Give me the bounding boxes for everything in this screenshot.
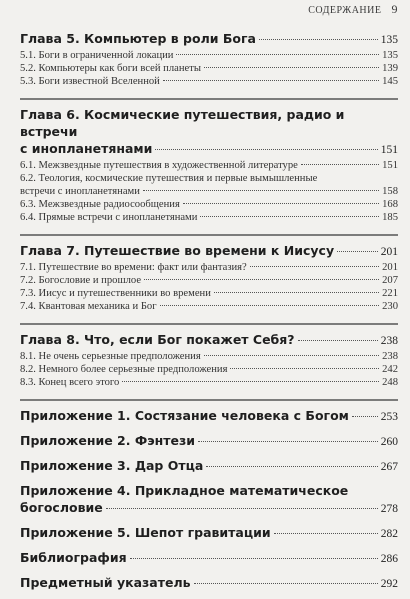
- toc-entry-8-2[interactable]: [20, 363, 398, 376]
- chapter-6: [20, 106, 398, 224]
- section-divider: [20, 98, 398, 100]
- leader-dots: [194, 583, 378, 584]
- appendix-page: 278: [380, 503, 398, 515]
- leader-dots: [204, 67, 379, 68]
- toc-entry-7-1[interactable]: [20, 261, 398, 274]
- entry-title: 6.1. Межзвездные путешествия в художественной литературе: [20, 160, 298, 171]
- entry-page: 185: [382, 212, 398, 223]
- toc-entry-5-1[interactable]: [20, 49, 398, 62]
- leader-dots: [301, 164, 379, 165]
- chapter-title: Глава 5. Компьютер в роли Бога: [20, 31, 256, 46]
- appendix-page: 253: [380, 411, 398, 423]
- chapter-page: 201: [380, 246, 398, 258]
- chapter-5: [20, 30, 398, 88]
- chapter-page: 135: [380, 34, 398, 46]
- leader-dots: [143, 190, 379, 191]
- entry-page: 238: [382, 351, 398, 362]
- leader-dots: [183, 203, 379, 204]
- entry-title: 7.3. Иисус и путешественники во времени: [20, 288, 211, 299]
- appendix-title: Приложение 1. Состязание человека с Богом: [20, 408, 349, 423]
- table-of-contents: [20, 30, 398, 599]
- leader-dots: [122, 381, 379, 382]
- chapter-page: 151: [380, 144, 398, 156]
- appendix-2[interactable]: [20, 432, 398, 451]
- leader-dots: [163, 80, 379, 81]
- entry-page: 248: [382, 377, 398, 388]
- appendix-title-cont: богословие: [20, 500, 103, 515]
- subject-index[interactable]: [20, 574, 398, 593]
- entry-title: 7.1. Путешествие во времени: факт или фантазия?: [20, 262, 247, 273]
- leader-dots: [259, 39, 378, 40]
- toc-entry-8-1[interactable]: [20, 350, 398, 363]
- chapter-title-cont: с инопланетянами: [20, 141, 153, 156]
- chapter-title: Глава 7. Путешествие во времени к Иисусу: [20, 243, 335, 258]
- leader-dots: [130, 558, 378, 559]
- entry-page: 158: [382, 186, 398, 197]
- toc-entry-7-4[interactable]: [20, 300, 398, 313]
- appendix-4[interactable]: [20, 482, 398, 518]
- toc-entry-6-4[interactable]: [20, 211, 398, 224]
- entry-title-cont: встречи с инопланетянами: [20, 186, 140, 197]
- entry-page: 201: [382, 262, 398, 273]
- leader-dots: [337, 251, 378, 252]
- chapter-8: [20, 331, 398, 389]
- chapter-8-heading[interactable]: [20, 331, 398, 350]
- leader-dots: [352, 416, 378, 417]
- entry-page: 242: [382, 364, 398, 375]
- leader-dots: [230, 368, 379, 369]
- appendix-1[interactable]: [20, 407, 398, 426]
- entry-title: 7.2. Богословие и прошлое: [20, 275, 142, 286]
- entry-title: 7.4. Квантовая механика и Бог: [20, 301, 157, 312]
- toc-entry-8-3[interactable]: [20, 376, 398, 389]
- entry-page: 230: [382, 301, 398, 312]
- chapter-6-heading-line1[interactable]: Глава 6. Космические путешествия, радио и встречи: [20, 107, 345, 139]
- entry-title: 8.3. Конец всего этого: [20, 377, 120, 388]
- leader-dots: [250, 266, 379, 267]
- leader-dots: [144, 279, 379, 280]
- section-divider: [20, 399, 398, 401]
- toc-entry-6-3[interactable]: [20, 198, 398, 211]
- leader-dots: [204, 355, 379, 356]
- toc-entry-6-2-line1[interactable]: 6.2. Теология, космические путешествия и первые вымышленные: [20, 173, 318, 184]
- entry-title: 8.1. Не очень серьезные предположения: [20, 351, 201, 362]
- entry-page: 221: [382, 288, 398, 299]
- leader-dots: [198, 441, 378, 442]
- appendix-title: Приложение 5. Шепот гравитации: [20, 525, 271, 540]
- leader-dots: [155, 149, 377, 150]
- toc-entry-6-2[interactable]: [20, 185, 398, 198]
- appendix-5[interactable]: [20, 524, 398, 543]
- entry-title: 8.2. Немного более серьезные предположения: [20, 364, 228, 375]
- leader-dots: [214, 292, 379, 293]
- section-divider: [20, 323, 398, 325]
- appendix-title: Приложение 2. Фэнтези: [20, 433, 196, 448]
- entry-page: 135: [382, 50, 398, 61]
- entry-page: 139: [382, 63, 398, 74]
- chapter-7: [20, 242, 398, 313]
- bibliography[interactable]: [20, 549, 398, 568]
- leader-dots: [160, 305, 380, 306]
- leader-dots: [200, 216, 379, 217]
- appendix-page: 267: [380, 461, 398, 473]
- entry-title: 5.1. Боги в ограниченной локации: [20, 50, 174, 61]
- entry-page: 168: [382, 199, 398, 210]
- appendix-page: 260: [380, 436, 398, 448]
- section-divider: [20, 234, 398, 236]
- entry-page: 207: [382, 275, 398, 286]
- entry-page: 145: [382, 76, 398, 87]
- entry-title: 6.4. Прямые встречи с инопланетянами: [20, 212, 198, 223]
- chapter-5-heading[interactable]: [20, 30, 398, 49]
- subject-index-title: Предметный указатель: [20, 575, 191, 590]
- bibliography-page: 286: [380, 553, 398, 565]
- toc-entry-5-2[interactable]: [20, 62, 398, 75]
- running-header-title: СОДЕРЖАНИЕ: [308, 5, 382, 16]
- chapter-7-heading[interactable]: [20, 242, 398, 261]
- appendix-page: 282: [380, 528, 398, 540]
- subject-index-page: 292: [380, 578, 398, 590]
- appendix-title: Приложение 3. Дар Отца: [20, 458, 204, 473]
- chapter-page: 238: [380, 335, 398, 347]
- toc-entry-5-3[interactable]: [20, 75, 398, 88]
- bibliography-title: Библиография: [20, 550, 127, 565]
- entry-title: 6.3. Межзвездные радиосообщения: [20, 199, 180, 210]
- entry-title: 5.2. Компьютеры как боги всей планеты: [20, 63, 201, 74]
- toc-entry-6-1[interactable]: [20, 159, 398, 172]
- running-header: [308, 2, 398, 17]
- toc-entry-7-3[interactable]: [20, 287, 398, 300]
- leader-dots: [206, 466, 377, 467]
- appendix-3[interactable]: [20, 457, 398, 476]
- leader-dots: [176, 54, 379, 55]
- leader-dots: [106, 508, 378, 509]
- leader-dots: [298, 340, 378, 341]
- entry-page: 151: [382, 160, 398, 171]
- entry-title: 5.3. Боги известной Вселенной: [20, 76, 160, 87]
- chapter-title: Глава 8. Что, если Бог покажет Себя?: [20, 332, 295, 347]
- appendix-title: Приложение 4. Прикладное математическое: [20, 483, 349, 498]
- toc-entry-7-2[interactable]: [20, 274, 398, 287]
- chapter-6-heading[interactable]: [20, 140, 398, 159]
- page-number: 9: [391, 2, 398, 16]
- leader-dots: [274, 533, 378, 534]
